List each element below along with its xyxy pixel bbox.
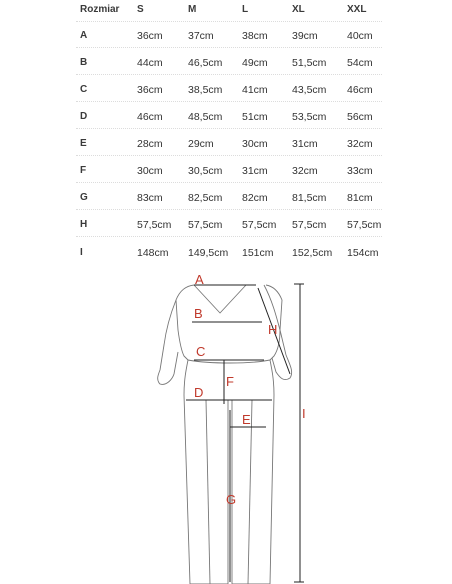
row-divider <box>76 182 382 183</box>
cell-s: 83cm <box>137 192 163 204</box>
cell-l: 31cm <box>242 165 268 177</box>
cell-l: 82cm <box>242 192 268 204</box>
label-g: G <box>226 492 237 507</box>
row-label: A <box>80 30 88 41</box>
row-label: B <box>80 57 88 68</box>
table-row-b <box>0 53 452 80</box>
row-divider <box>76 101 382 102</box>
label-h: H <box>268 322 278 337</box>
row-label: E <box>80 138 87 149</box>
cell-s: 57,5cm <box>137 219 172 231</box>
cell-xl: 152,5cm <box>292 247 333 259</box>
measurement-lines <box>186 284 304 582</box>
cell-xl: 57,5cm <box>292 219 327 231</box>
cell-xl: 43,5cm <box>292 84 327 96</box>
table-row-c <box>0 80 452 107</box>
row-divider <box>76 155 382 156</box>
label-a: A <box>195 272 204 287</box>
size-table <box>0 0 452 270</box>
row-divider <box>76 128 382 129</box>
cell-m: 57,5cm <box>188 219 223 231</box>
diagram-svg <box>140 270 330 584</box>
table-row-d <box>0 107 452 134</box>
header-size-l: L <box>242 4 249 15</box>
label-e: E <box>242 412 251 427</box>
cell-m: 48,5cm <box>188 111 223 123</box>
left-leg-inner <box>206 400 210 584</box>
cell-xxl: 54cm <box>347 57 373 69</box>
cell-xl: 81,5cm <box>292 192 327 204</box>
table-row-i <box>0 243 452 270</box>
cell-xl: 31cm <box>292 138 318 150</box>
header-size-s: S <box>137 4 144 15</box>
row-divider <box>76 47 382 48</box>
cell-s: 46cm <box>137 111 163 123</box>
cell-xl: 53,5cm <box>292 111 327 123</box>
row-divider <box>76 209 382 210</box>
cell-m: 149,5cm <box>188 247 229 259</box>
cell-m: 30,5cm <box>188 165 223 177</box>
cell-xxl: 56cm <box>347 111 373 123</box>
cell-m: 29cm <box>188 138 214 150</box>
cell-xl: 32cm <box>292 165 318 177</box>
row-label: F <box>80 165 87 176</box>
cell-l: 151cm <box>242 247 274 259</box>
jumpsuit-measurement-diagram <box>140 270 330 584</box>
row-label: G <box>80 192 88 203</box>
table-row-f <box>0 161 452 188</box>
label-c: C <box>196 344 206 359</box>
cell-xl: 51,5cm <box>292 57 327 69</box>
label-d: D <box>194 385 204 400</box>
label-i: I <box>302 406 306 421</box>
cell-l: 38cm <box>242 30 268 42</box>
header-size-xl: XL <box>292 4 305 15</box>
cell-l: 30cm <box>242 138 268 150</box>
table-header-row <box>0 0 452 27</box>
cell-s: 30cm <box>137 165 163 177</box>
row-label: C <box>80 84 88 95</box>
cell-m: 46,5cm <box>188 57 223 69</box>
header-size-xxl: XXL <box>347 4 367 15</box>
cell-xxl: 154cm <box>347 247 379 259</box>
cell-xl: 39cm <box>292 30 318 42</box>
label-b: B <box>194 306 203 321</box>
row-divider <box>76 21 382 22</box>
cell-l: 51cm <box>242 111 268 123</box>
cell-s: 36cm <box>137 84 163 96</box>
cell-l: 49cm <box>242 57 268 69</box>
cell-s: 36cm <box>137 30 163 42</box>
cell-s: 148cm <box>137 247 169 259</box>
table-row-g <box>0 188 452 215</box>
row-label: I <box>80 247 83 258</box>
row-divider <box>76 74 382 75</box>
table-row-a <box>0 26 452 53</box>
cell-m: 82,5cm <box>188 192 223 204</box>
cell-xxl: 46cm <box>347 84 373 96</box>
cell-xxl: 57,5cm <box>347 219 382 231</box>
cell-l: 41cm <box>242 84 268 96</box>
table-row-h <box>0 215 452 242</box>
cell-l: 57,5cm <box>242 219 277 231</box>
right-leg-inner <box>248 400 252 584</box>
table-row-e <box>0 134 452 161</box>
label-f: F <box>226 374 234 389</box>
cell-m: 38,5cm <box>188 84 223 96</box>
cell-xxl: 81cm <box>347 192 373 204</box>
cell-s: 28cm <box>137 138 163 150</box>
cell-m: 37cm <box>188 30 214 42</box>
row-label: D <box>80 111 88 122</box>
cell-xxl: 40cm <box>347 30 373 42</box>
cell-xxl: 32cm <box>347 138 373 150</box>
left-sleeve <box>158 300 178 384</box>
cell-s: 44cm <box>137 57 163 69</box>
cell-xxl: 33cm <box>347 165 373 177</box>
header-size-m: M <box>188 4 197 15</box>
row-divider <box>76 236 382 237</box>
header-rozmiar: Rozmiar <box>80 4 120 15</box>
bodice-outline <box>176 285 282 584</box>
row-label: H <box>80 219 88 230</box>
measurement-labels <box>194 272 306 507</box>
